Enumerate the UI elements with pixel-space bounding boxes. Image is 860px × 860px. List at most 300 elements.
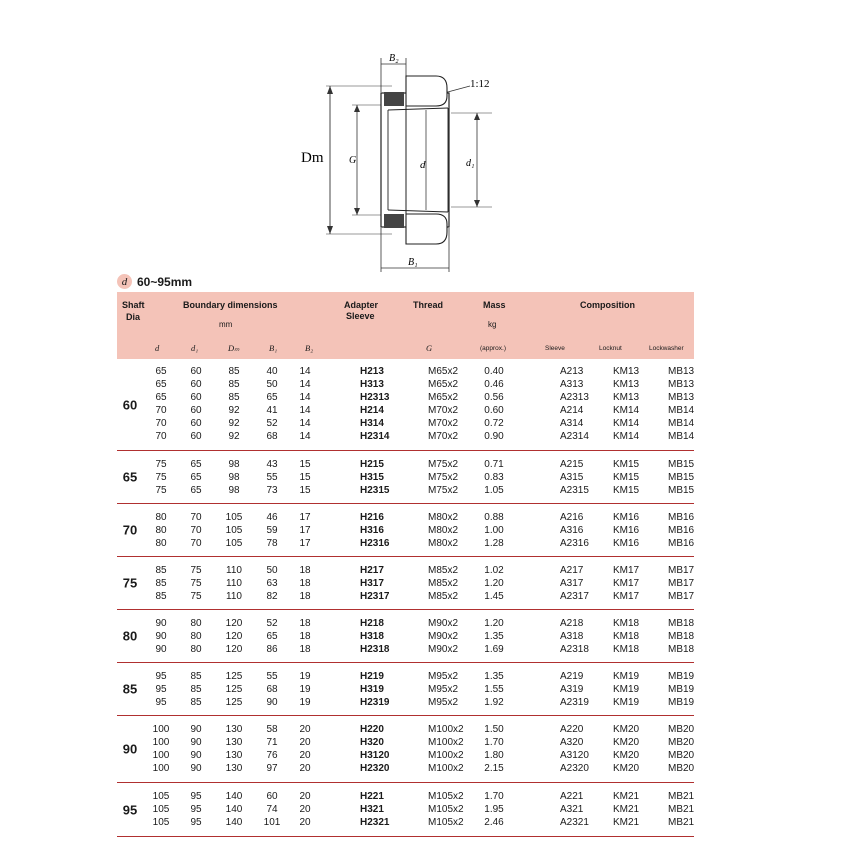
cell-b1: 65 (266, 392, 278, 403)
cell-d: 65 (155, 379, 167, 390)
cell-locknut: KM13 (613, 366, 640, 377)
table-row (117, 471, 694, 484)
cell-b2: 14 (299, 379, 311, 390)
cell-thread: M80x2 (428, 525, 459, 536)
col-locknut: Locknut (599, 345, 622, 352)
cell-thread: M105x2 (428, 804, 464, 815)
cell-b2: 20 (299, 724, 311, 735)
table-row (117, 458, 694, 471)
cell-b1: 40 (266, 366, 278, 377)
cell-lockwasher: MB15 (668, 459, 695, 470)
size-range-label: 60~95mm (137, 274, 193, 289)
cell-thread: M105x2 (428, 791, 464, 802)
cell-adapter: H218 (360, 618, 384, 629)
cell-dm: 120 (225, 631, 243, 642)
cell-sleeve: A320 (560, 737, 584, 748)
cell-d: 95 (155, 671, 167, 682)
table-row (117, 723, 694, 736)
cell-sleeve: A213 (560, 366, 584, 377)
cell-locknut: KM17 (613, 578, 640, 589)
cell-d1: 60 (190, 366, 202, 377)
cell-mass: 1.70 (484, 791, 504, 802)
cell-sleeve: A2316 (560, 538, 589, 549)
table-row (117, 749, 694, 762)
cell-locknut: KM21 (613, 804, 640, 815)
cell-d: 75 (155, 459, 167, 470)
cell-thread: M65x2 (428, 379, 459, 390)
col-sleeve: Sleeve (545, 345, 565, 352)
cell-locknut: KM16 (613, 512, 640, 523)
cell-lockwasher: MB17 (668, 591, 695, 602)
cell-b1: 90 (266, 697, 278, 708)
cell-d: 105 (152, 817, 170, 828)
cell-locknut: KM20 (613, 737, 640, 748)
header-shaft: Shaft (122, 300, 145, 310)
cell-b2: 18 (299, 644, 311, 655)
cell-d: 80 (155, 538, 167, 549)
cell-lockwasher: MB16 (668, 538, 695, 549)
cell-lockwasher: MB20 (668, 763, 695, 774)
cell-dm: 140 (225, 817, 243, 828)
table-row (117, 378, 694, 391)
cell-adapter: H316 (360, 525, 384, 536)
col-lockwasher: Lockwasher (649, 345, 684, 352)
cell-locknut: KM13 (613, 392, 640, 403)
cell-mass: 0.71 (484, 459, 504, 470)
taper-label: 1:12 (470, 78, 490, 90)
cell-mass: 0.56 (484, 392, 504, 403)
table-row (117, 391, 694, 404)
cell-lockwasher: MB14 (668, 431, 695, 442)
cell-b2: 20 (299, 791, 311, 802)
cell-b1: 60 (266, 791, 278, 802)
cell-thread: M90x2 (428, 618, 459, 629)
header-composition: Composition (580, 300, 635, 310)
table-row (117, 670, 694, 683)
cell-b1: 55 (266, 472, 278, 483)
cell-locknut: KM13 (613, 379, 640, 390)
cell-dm: 120 (225, 644, 243, 655)
cell-sleeve: A217 (560, 565, 584, 576)
cell-b1: 43 (266, 459, 278, 470)
cell-lockwasher: MB14 (668, 405, 695, 416)
cell-mass: 1.28 (484, 538, 504, 549)
cell-lockwasher: MB14 (668, 418, 695, 429)
cell-lockwasher: MB13 (668, 366, 695, 377)
cell-sleeve: A218 (560, 618, 584, 629)
cell-mass: 1.35 (484, 631, 504, 642)
cell-adapter: H220 (360, 724, 384, 735)
cell-mass: 1.02 (484, 565, 504, 576)
cell-b1: 82 (266, 591, 278, 602)
shaft-dia: 85 (122, 681, 138, 697)
cell-d: 75 (155, 485, 167, 496)
cell-d: 105 (152, 791, 170, 802)
cell-b2: 14 (299, 392, 311, 403)
cell-dm: 85 (228, 366, 240, 377)
cell-b2: 14 (299, 418, 311, 429)
cell-lockwasher: MB13 (668, 392, 695, 403)
cell-b2: 14 (299, 366, 311, 377)
cell-mass: 2.46 (484, 817, 504, 828)
cell-d: 85 (155, 565, 167, 576)
cell-mass: 1.50 (484, 724, 504, 735)
cell-sleeve: A315 (560, 472, 584, 483)
shaft-dia: 60 (122, 397, 138, 412)
cell-sleeve: A314 (560, 418, 584, 429)
dm-label: Dm (301, 150, 324, 166)
cell-b1: 52 (266, 418, 278, 429)
cell-b2: 15 (299, 485, 311, 496)
shaft-group (117, 451, 694, 504)
cell-b1: 52 (266, 618, 278, 629)
cell-locknut: KM14 (613, 431, 640, 442)
cell-adapter: H2313 (360, 392, 390, 403)
cell-adapter: H2321 (360, 817, 390, 828)
shaft-dia: 65 (122, 469, 138, 485)
cell-d1: 75 (190, 578, 202, 589)
table-row (117, 430, 694, 443)
cell-mass: 1.35 (484, 671, 504, 682)
cell-sleeve: A318 (560, 631, 584, 642)
cell-d1: 90 (190, 763, 202, 774)
cell-sleeve: A2315 (560, 485, 589, 496)
cell-adapter: H318 (360, 631, 384, 642)
cell-mass: 0.40 (484, 366, 504, 377)
cell-locknut: KM16 (613, 538, 640, 549)
cell-dm: 92 (228, 431, 240, 442)
cell-lockwasher: MB21 (668, 804, 695, 815)
col-dm: Dₘ (228, 343, 240, 353)
cell-sleeve: A216 (560, 512, 584, 523)
cell-d: 70 (155, 431, 167, 442)
cell-sleeve: A2319 (560, 697, 589, 708)
cell-b2: 19 (299, 697, 311, 708)
cell-d: 100 (152, 763, 170, 774)
table-row (117, 564, 694, 577)
cell-lockwasher: MB17 (668, 578, 695, 589)
d1-label: d₁ (466, 158, 475, 169)
cell-adapter: H214 (360, 405, 384, 416)
shaft-dia: 95 (122, 802, 138, 817)
cell-d1: 95 (190, 791, 202, 802)
table-row (117, 696, 694, 709)
cell-d1: 60 (190, 379, 202, 390)
cell-adapter: H319 (360, 684, 384, 695)
cell-dm: 98 (228, 459, 240, 470)
cell-thread: M95x2 (428, 671, 459, 682)
table-row (117, 577, 694, 590)
cell-d: 65 (155, 392, 167, 403)
cell-locknut: KM18 (613, 644, 640, 655)
cell-locknut: KM14 (613, 418, 640, 429)
cell-b2: 20 (299, 763, 311, 774)
cell-adapter: H3120 (360, 750, 390, 761)
cell-b1: 68 (266, 431, 278, 442)
shaft-group (117, 783, 694, 837)
cell-b2: 17 (299, 525, 311, 536)
cell-lockwasher: MB18 (668, 631, 695, 642)
cell-thread: M100x2 (428, 763, 464, 774)
cell-mass: 1.95 (484, 804, 504, 815)
cell-thread: M85x2 (428, 565, 459, 576)
cell-thread: M70x2 (428, 418, 459, 429)
cell-locknut: KM19 (613, 697, 640, 708)
cell-locknut: KM17 (613, 591, 640, 602)
col-b1: B₁ (269, 343, 278, 353)
cell-locknut: KM15 (613, 472, 640, 483)
cell-sleeve: A214 (560, 405, 584, 416)
cell-d: 90 (155, 644, 167, 655)
cell-dm: 110 (226, 578, 242, 589)
cell-d: 90 (155, 618, 167, 629)
cell-dm: 130 (225, 737, 243, 748)
cell-lockwasher: MB20 (668, 750, 695, 761)
cell-locknut: KM15 (613, 459, 640, 470)
cell-d: 85 (155, 578, 167, 589)
cell-lockwasher: MB20 (668, 724, 695, 735)
shaft-dia: 75 (122, 575, 138, 591)
cell-d1: 80 (190, 631, 202, 642)
cell-mass: 1.45 (484, 591, 504, 602)
cell-lockwasher: MB18 (668, 618, 695, 629)
cell-adapter: H313 (360, 379, 384, 390)
cell-lockwasher: MB20 (668, 737, 695, 748)
cell-thread: M85x2 (428, 591, 459, 602)
table-row (117, 643, 694, 656)
cell-d: 80 (155, 525, 167, 536)
shaft-dia: 90 (122, 741, 138, 757)
cell-d1: 95 (190, 804, 202, 815)
cell-adapter: H2314 (360, 431, 390, 442)
cell-sleeve: A220 (560, 724, 584, 735)
cell-d1: 70 (190, 525, 202, 536)
header-mm: mm (219, 320, 233, 329)
header-kg: kg (488, 320, 497, 329)
cell-d1: 80 (190, 618, 202, 629)
cell-b2: 18 (299, 591, 311, 602)
cell-d: 70 (155, 418, 167, 429)
cell-thread: M90x2 (428, 631, 459, 642)
data-table (117, 359, 694, 837)
cell-mass: 0.83 (484, 472, 504, 483)
cell-d: 100 (152, 724, 170, 735)
cell-sleeve: A321 (560, 804, 584, 815)
col-b2: B₂ (305, 343, 314, 353)
cell-d1: 60 (190, 405, 202, 416)
cell-lockwasher: MB15 (668, 485, 695, 496)
cell-dm: 125 (225, 684, 243, 695)
cell-b1: 58 (266, 724, 278, 735)
col-g: G (426, 343, 433, 353)
cell-b2: 18 (299, 631, 311, 642)
b2-label: B₂ (389, 53, 399, 64)
cell-adapter: H320 (360, 737, 384, 748)
cell-d1: 65 (190, 459, 202, 470)
cell-dm: 85 (228, 379, 240, 390)
cell-mass: 1.20 (484, 618, 504, 629)
cell-lockwasher: MB17 (668, 565, 695, 576)
cell-sleeve: A317 (560, 578, 584, 589)
header-sleeve: Sleeve (346, 311, 375, 321)
cell-b1: 97 (266, 763, 278, 774)
cell-locknut: KM17 (613, 565, 640, 576)
cell-adapter: H216 (360, 512, 384, 523)
cell-mass: 1.00 (484, 525, 504, 536)
cell-adapter: H2318 (360, 644, 390, 655)
cell-b2: 20 (299, 804, 311, 815)
cell-sleeve: A2314 (560, 431, 589, 442)
g-label: G (349, 155, 357, 166)
cell-sleeve: A316 (560, 525, 584, 536)
cell-mass: 0.72 (484, 418, 504, 429)
cell-d: 75 (155, 472, 167, 483)
cell-dm: 130 (225, 763, 243, 774)
cell-thread: M80x2 (428, 538, 459, 549)
cell-mass: 1.92 (484, 697, 504, 708)
col-d1: d₁ (191, 343, 199, 353)
table-row (117, 511, 694, 524)
cell-adapter: H317 (360, 578, 384, 589)
cell-sleeve: A221 (560, 791, 584, 802)
col-d: d (155, 343, 160, 353)
cell-sleeve: A215 (560, 459, 584, 470)
cell-b1: 46 (266, 512, 278, 523)
table-row (117, 365, 694, 378)
cell-adapter: H213 (360, 366, 384, 377)
header-thread: Thread (413, 300, 444, 310)
cell-adapter: H2319 (360, 697, 390, 708)
cell-adapter: H219 (360, 671, 384, 682)
cell-mass: 0.90 (484, 431, 504, 442)
table-row (117, 524, 694, 537)
cell-b1: 50 (266, 565, 278, 576)
cell-d1: 70 (190, 538, 202, 549)
cell-mass: 1.69 (484, 644, 504, 655)
cell-b2: 20 (299, 737, 311, 748)
cell-lockwasher: MB19 (668, 684, 695, 695)
shaft-dia: 70 (122, 522, 138, 538)
cell-d: 80 (155, 512, 167, 523)
table-header (117, 292, 694, 359)
cell-thread: M65x2 (428, 392, 459, 403)
cell-b2: 20 (299, 750, 311, 761)
size-range (117, 274, 192, 289)
cell-mass: 1.80 (484, 750, 504, 761)
cell-adapter: H221 (360, 791, 384, 802)
cell-thread: M95x2 (428, 697, 459, 708)
cell-locknut: KM19 (613, 671, 640, 682)
cell-dm: 85 (228, 392, 240, 403)
cell-lockwasher: MB18 (668, 644, 695, 655)
cell-thread: M75x2 (428, 485, 459, 496)
cell-d1: 75 (190, 565, 202, 576)
adapter-sleeve-drawing (0, 0, 860, 275)
table-row (117, 736, 694, 749)
cell-b1: 68 (266, 684, 278, 695)
cell-sleeve: A219 (560, 671, 584, 682)
cell-sleeve: A313 (560, 379, 584, 390)
cell-b2: 19 (299, 684, 311, 695)
cell-b2: 19 (299, 671, 311, 682)
table-row (117, 417, 694, 430)
cell-thread: M100x2 (428, 750, 464, 761)
cell-adapter: H321 (360, 804, 384, 815)
b1-label: B₁ (408, 257, 418, 268)
cell-lockwasher: MB16 (668, 525, 695, 536)
table-row (117, 617, 694, 630)
cell-b1: 74 (266, 804, 278, 815)
cell-thread: M85x2 (428, 578, 459, 589)
cell-b1: 50 (266, 379, 278, 390)
cell-adapter: H2320 (360, 763, 390, 774)
cell-sleeve: A319 (560, 684, 584, 695)
cell-d1: 70 (190, 512, 202, 523)
d-symbol-badge: d (117, 274, 132, 289)
cell-b2: 14 (299, 405, 311, 416)
col-approx: (approx.) (480, 345, 507, 352)
cell-d1: 85 (190, 671, 202, 682)
cell-d: 65 (155, 366, 167, 377)
table-row (117, 816, 694, 829)
cell-b2: 18 (299, 578, 311, 589)
cell-b2: 15 (299, 459, 311, 470)
table-row (117, 683, 694, 696)
cell-b1: 63 (266, 578, 278, 589)
cell-b1: 76 (266, 750, 278, 761)
cell-b2: 20 (299, 817, 311, 828)
cell-d1: 90 (190, 750, 202, 761)
table-row (117, 790, 694, 803)
cell-locknut: KM16 (613, 525, 640, 536)
cell-adapter: H217 (360, 565, 384, 576)
cell-lockwasher: MB15 (668, 472, 695, 483)
cell-thread: M105x2 (428, 817, 464, 828)
cell-dm: 140 (225, 804, 243, 815)
cell-sleeve: A2318 (560, 644, 589, 655)
cell-locknut: KM20 (613, 763, 640, 774)
cell-dm: 125 (225, 697, 243, 708)
cell-adapter: H315 (360, 472, 384, 483)
cell-b1: 59 (266, 525, 278, 536)
cell-b2: 17 (299, 512, 311, 523)
table-row (117, 404, 694, 417)
cell-d1: 90 (190, 724, 202, 735)
cell-locknut: KM20 (613, 750, 640, 761)
cell-d: 95 (155, 684, 167, 695)
cell-sleeve: A3120 (560, 750, 589, 761)
header-adapter: Adapter (344, 300, 379, 310)
cell-thread: M100x2 (428, 724, 464, 735)
cell-locknut: KM20 (613, 724, 640, 735)
cell-adapter: H2315 (360, 485, 390, 496)
cell-b2: 14 (299, 431, 311, 442)
shaft-group (117, 610, 694, 663)
cell-d: 95 (155, 697, 167, 708)
shaft-group (117, 359, 694, 451)
cell-dm: 110 (226, 565, 242, 576)
cell-dm: 125 (225, 671, 243, 682)
cell-thread: M65x2 (428, 366, 459, 377)
shaft-group (117, 557, 694, 610)
cell-adapter: H314 (360, 418, 384, 429)
cell-b1: 78 (266, 538, 278, 549)
cell-dm: 98 (228, 472, 240, 483)
cell-locknut: KM14 (613, 405, 640, 416)
cell-mass: 0.46 (484, 379, 504, 390)
cell-mass: 2.15 (484, 763, 504, 774)
cell-sleeve: A2317 (560, 591, 589, 602)
